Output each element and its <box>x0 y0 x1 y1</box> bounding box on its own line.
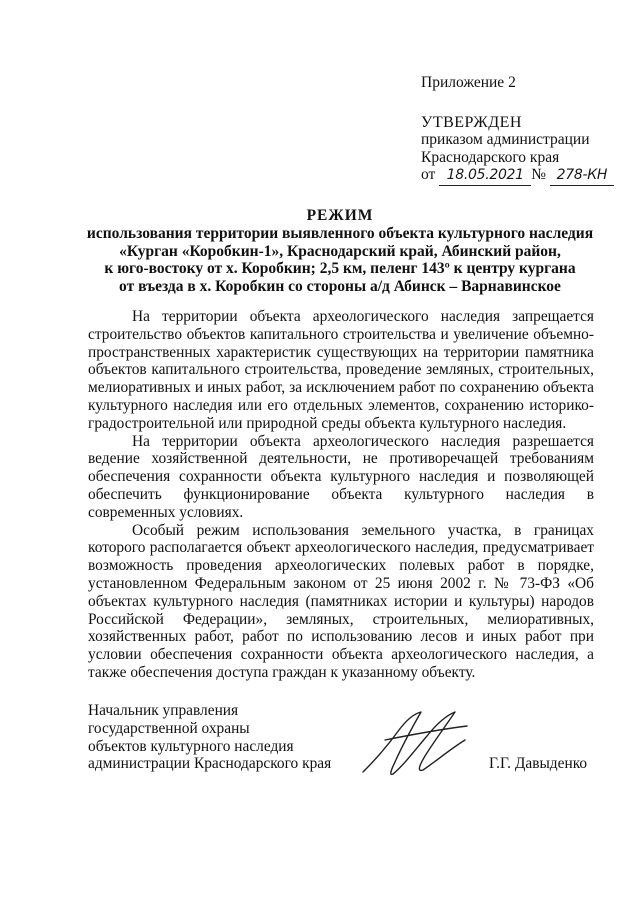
body-paragraph: Особый режим использования земельного участка, в границах которого располагается объект археологического наследия, предусматривает возможность проведения археологических полевых работ в порядке, установленном Федеральным законом от 25 июня 2002 г. № 73-ФЗ «Об объектах культурного наследия (памятниках истории и культуры) народов Российской Федерации», земляных, строительных, мелиоративных, хозяйственных работ, работ по использованию лесов и иных работ при условии обеспечения сохранности объекта археологического наследия, а также обеспечения доступа граждан к указанному объекту. <box>88 521 594 681</box>
position-line: объектов культурного наследия <box>88 737 294 755</box>
approval-block <box>421 74 621 186</box>
annex-label: Приложение 2 <box>421 74 516 91</box>
title-line: к юго-востоку от х. Коробкин; 2,5 км, пеленг 143º к центру кургана <box>104 260 576 278</box>
body-paragraph: На территории объекта археологического наследия запрещается строительство объектов капитального строительства и увеличение объемно-пространственных характеристик существующих на территории памятника объектов капитального строительства, проведение земляных, строительных, мелиоративных и иных работ, за исключением работ по сохранению объекта культурного наследия или его отдельных элементов, сохранению историко-градостроительной или природной среды объекта культурного наследия. <box>88 308 594 432</box>
document-body <box>88 308 594 682</box>
approval-date: 18.05.2021 <box>439 167 531 186</box>
title-heading: РЕЖИМ <box>306 207 374 224</box>
position-line: государственной охраны <box>88 719 250 737</box>
title-line: использования территории выявленного объекта культурного наследия <box>86 224 594 242</box>
date-prefix: от <box>421 166 436 183</box>
position-line: администрации Краснодарского края <box>88 755 332 773</box>
signatory-name: Г.Г. Давыденко <box>489 755 588 772</box>
position-line: Начальник управления <box>88 702 239 719</box>
approval-line: Краснодарского края <box>421 148 560 166</box>
approval-line: приказом администрации <box>421 131 590 148</box>
title-line: от въезда в х. Коробкин со стороны а/д Абинск – Варнавинское <box>119 278 561 296</box>
document-title <box>60 207 620 296</box>
handwritten-signature <box>355 700 485 790</box>
approval-date-line <box>421 166 621 186</box>
title-line: «Курган «Коробкин-1», Краснодарский край, Абинский район, <box>119 242 561 260</box>
number-prefix: № <box>531 166 546 183</box>
body-paragraph: На территории объекта археологического наследия разрешается ведение хозяйственной деятельности, не противоречащей требованиям обеспечения сохранности объекта культурного наследия и позволяющей обеспечить функционирование объекта культурного наследия в современных условиях. <box>88 432 594 521</box>
approval-number: 278-КН <box>550 167 614 186</box>
approved-label: УТВЕРЖДЕН <box>421 113 522 131</box>
signatory-position <box>88 702 331 773</box>
